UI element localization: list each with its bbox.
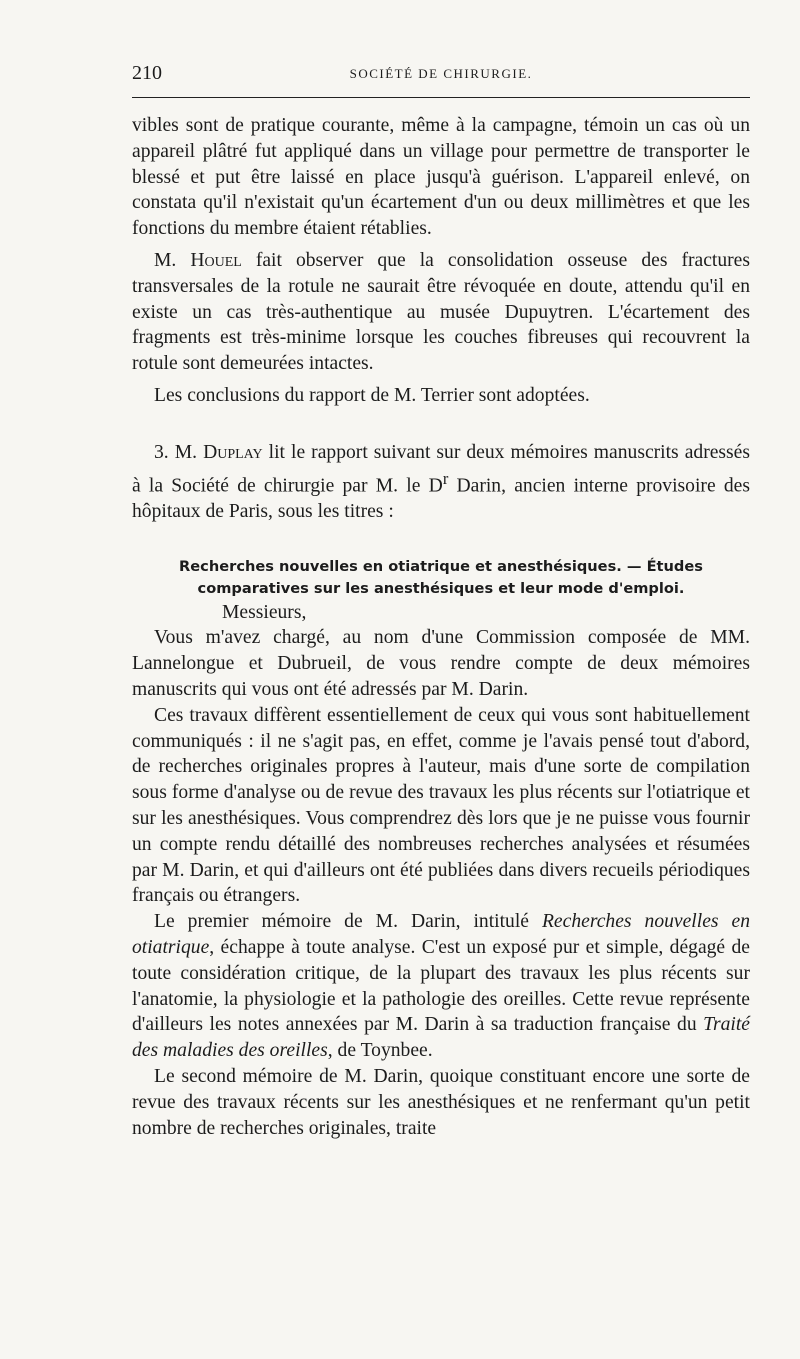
page-number: 210	[132, 62, 162, 84]
paragraph-houel	[132, 248, 750, 377]
page-header	[132, 62, 750, 84]
paragraph-continuation: vibles sont de pratique courante, même à la campagne, témoin un cas où un appareil plâtré fut appliqué dans un village pour permettre de transporter le blessé et put être laissé en place jusqu'à guérison. L'appareil enlevé, on constata qu'il n'existait qu'un écartement d'un ou deux millimètres et que les fonctions du membre étaient rétablies.	[132, 115, 750, 240]
paragraph-second-memoire: Le second mémoire de M. Darin, quoique constituant encore une sorte de revue des travaux récents sur les anesthésiques et ne renfermant qu'un petit nombre de recherches originales, traite	[132, 1066, 750, 1139]
houel-name: Houel	[190, 249, 242, 271]
premier-text-b: , échappe à toute analyse. C'est un exposé pur et simple, dégagé de toute considération critique, de la plupart des travaux les plus récents sur l'anatomie, la physiologie et la pathologie des oreilles. Cette revue représente d'ailleurs les notes annexées par M. Darin à sa traduction française du	[132, 937, 750, 1036]
paragraph-premier-memoire	[132, 909, 750, 1064]
paragraph-travaux: Ces travaux diffèrent essentiellement de ceux qui vous sont habituellement communiqués : il ne s'agit pas, en effet, comme je l'avais pensé tout d'abord, de recherches originales propres à l'auteur, mais d'une sorte de compilation sous forme d'analyse ou de revue des travaux les plus récents sur l'otiatrique et sur les anesthésiques. Vous comprendrez dès lors que je ne puisse vous fournir un compte rendu détaillé des nombreuses recherches analysées et résumées par M. Darin, et qui d'ailleurs ont été publiées dans divers recueils périodiques français ou étrangers.	[132, 704, 750, 907]
title-traite-maladies: Traité des maladies des oreilles	[132, 1014, 750, 1062]
paragraph-commission: Vous m'avez chargé, au nom d'une Commission composée de MM. Lannelongue et Dubrueil, de vous rendre compte de deux mémoires manuscrits qui vous ont été adressés par M. Darin.	[132, 627, 750, 701]
doctor-superscript: r	[442, 468, 449, 488]
duplay-text: lit le rapport suivant sur deux mémoires manuscrits adressés à la Société de chirurgie par M. le D	[132, 441, 750, 497]
report-title-heading: Recherches nouvelles en otiatrique et anesthésiques. — Études comparatives sur les anesthésiques et leur mode d'emploi.	[179, 557, 703, 597]
salutation: Messieurs,	[222, 601, 307, 623]
running-head: SOCIÉTÉ DE CHIRURGIE.	[349, 66, 533, 81]
paragraph-duplay	[132, 440, 750, 525]
premier-text-a: Le premier mémoire de M. Darin, intitulé	[154, 911, 542, 933]
houel-prefix: M.	[154, 249, 191, 271]
duplay-name: Duplay	[203, 441, 263, 463]
body-text	[132, 113, 750, 1141]
duplay-text-end: Darin, ancien interne provisoire des hôpitaux de Paris, sous les titres :	[132, 475, 750, 522]
header-rule	[132, 97, 750, 98]
premier-text-c: , de Toynbee.	[327, 1040, 433, 1062]
duplay-prefix: 3. M.	[154, 441, 204, 463]
title-recherches-nouvelles: Recherches nouvelles en otiatrique	[132, 911, 750, 959]
houel-text: fait observer que la consolidation osseuse des fractures transversales de la rotule ne saurait être révoquée en doute, attendu qu'il en existe un cas très-authentique au musée Dupuytren. L'écartement des fragments est très-minime lorsque les couches fibreuses qui recouvrent la rotule sont demeurées intactes.	[132, 249, 750, 375]
paragraph-conclusions: Les conclusions du rapport de M. Terrier sont adoptées.	[154, 384, 590, 406]
